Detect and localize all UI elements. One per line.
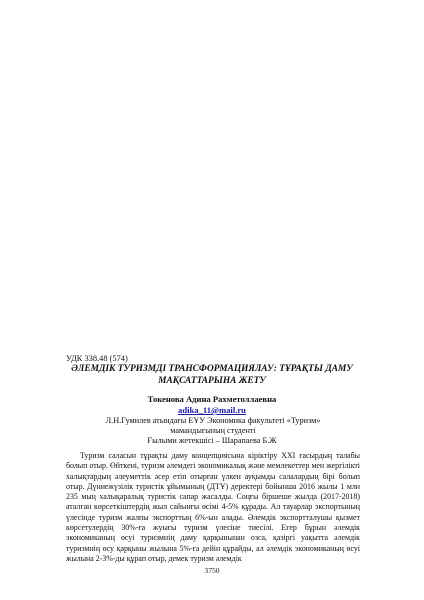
author-name: Токенова Адина Рахметоллаевна: [147, 394, 277, 404]
scientific-advisor: Ғылыми жетекшісі – Шарапаева Б.Ж: [147, 436, 277, 445]
article-title: ӘЛЕМДІК ТУРИЗМДІ ТРАНСФОРМАЦИЯЛАУ: ТҰРАҚТЫ ДАМУ МАҚСАТТАРЫНА ЖЕТУ: [71, 364, 353, 386]
udk-code: УДК 338.48 (574): [66, 354, 128, 363]
author-email-link[interactable]: adika_11@mail.ru: [178, 405, 246, 415]
author-affiliation: Л.Н.Гумилев атындағы ЕҰУ Экономика факультеті «Туризм» мамандығының студенті: [105, 416, 321, 435]
page-number: 3750: [204, 566, 220, 575]
body-paragraph: Туризм саласын тұрақты даму концепциясына кіріктіру XXI ғасырдың талабы болып отыр. Өйткені, туризм әлемдегі экономикалық және мемлекеттер мен жергілікті халықтардың әлеуметтік әсер етіп отырған үлкен ауқымды салалардың бірі болып отыр. Дүниежүзілік туристік ұйымының (ДТҰ) деректері бойынша 2016 жылы 1 млн 235 мың халықаралық туристік сапар жасалды. Соңғы біршеше жылда (2017-2018) аталған көрсеткіштердің жыл сайынғы өсімі 4-5% құрады. Ал тауарлар экспортының үлесінде туризм жалпы экспорттың 6%-ын алады. Әлемдік экспортталушы қызмет көрсетулердің 30%-ға жуығы туризм үлесіне тиесілі. Егер бұрын әлемдік экономиканың өсуі туризмнің даму қарқынынан озса, қазіргі уақытта әлемдік туризмнің өсу қарқыны жылына 5%-ға дейін құрайды, ал әлемдік экономиканың өсуі жылына 2-3%-ды құрап отыр, демек туризм әлемдік: [66, 451, 360, 563]
